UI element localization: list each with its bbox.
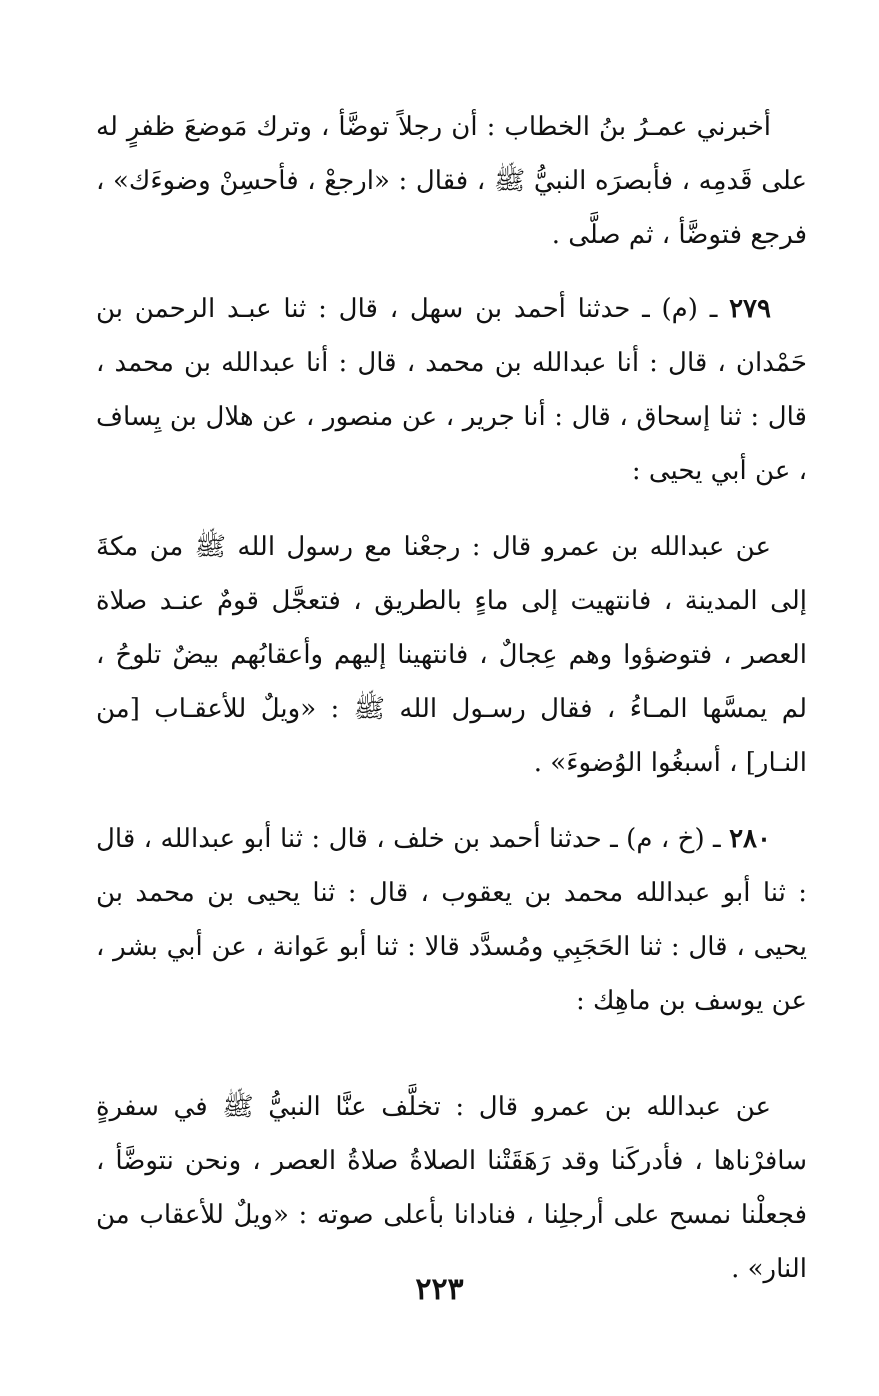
paragraph-text: عن عبدالله بن عمرو قال : رجعْنا مع رسول الله ﷺ من مكةَ إلى المدينة ، فانتهيت إلى ماءٍ بالطريق ، فتعجَّل قومٌ عنـد صلاة العصر ، فتوضؤوا وهم عِجالٌ ، فانتهينا إليهم وأعقابُهم بيضٌ تلوحُ ، لم يمسَّها المـاءُ ، فقال رسـول الله ﷺ : «ويلٌ للأعقـاب [من النـار] ، أسبغُوا الوُضوءَ» . xyxy=(96,532,807,778)
paragraph-text: ـ (خ ، م) ـ حدثنا أحمد بن خلف ، قال : ثنا أبو عبدالله ، قال : ثنا أبو عبدالله محمد بن يعقوب ، قال : ثنا يحيى بن محمد بن يحيى ، قال : ثنا الحَجَبِي ومُسدَّد قالا : ثنا أبو عَوانة ، عن أبي بشر ، عن يوسف بن ماهِك : xyxy=(96,824,807,1016)
page-number: ٢٢٣ xyxy=(415,1272,464,1307)
paragraph-hadith-280-text xyxy=(96,1080,807,1296)
paragraph-hadith-279-text xyxy=(96,520,807,790)
paragraph-text: عن عبدالله بن عمرو قال : تخلَّف عنَّا النبيُّ ﷺ في سفرةٍ سافرْناها ، فأدركَنا وقد رَهَقَتْنا الصلاةُ صلاةُ العصر ، ونحن نتوضَّأ ، فجعلْنا نمسح على أرجلِنا ، فنادانا بأعلى صوته : «ويلٌ للأعقاب من النار» . xyxy=(96,1092,807,1284)
paragraph-text: ـ (م) ـ حدثنا أحمد بن سهل ، قال : ثنا عبـد الرحمن بن حَمْدان ، قال : أنا عبدالله بن محمد ، قال : أنا عبدالله بن محمد ، قال : ثنا إسحاق ، قال : أنا جرير ، عن منصور ، عن هلال بن يِساف ، عن أبي يحيى : xyxy=(96,294,807,486)
paragraph-hadith-278-text xyxy=(96,100,807,262)
paragraph-hadith-279-isnad xyxy=(96,282,807,498)
paragraph-text: أخبرني عمـرُ بنُ الخطاب : أن رجلاً توضَّأ ، وترك مَوضعَ ظفرٍ له على قَدمِه ، فأبصرَه النبيُّ ﷺ ، فقال : «ارجعْ ، فأحسِنْ وضوءَك» ، فرجع فتوضَّأ ، ثم صلَّى . xyxy=(96,112,807,250)
paragraph-hadith-280-isnad xyxy=(96,812,807,1028)
hadith-number: ٢٧٩ xyxy=(729,294,771,324)
hadith-number: ٢٨٠ xyxy=(729,824,771,854)
